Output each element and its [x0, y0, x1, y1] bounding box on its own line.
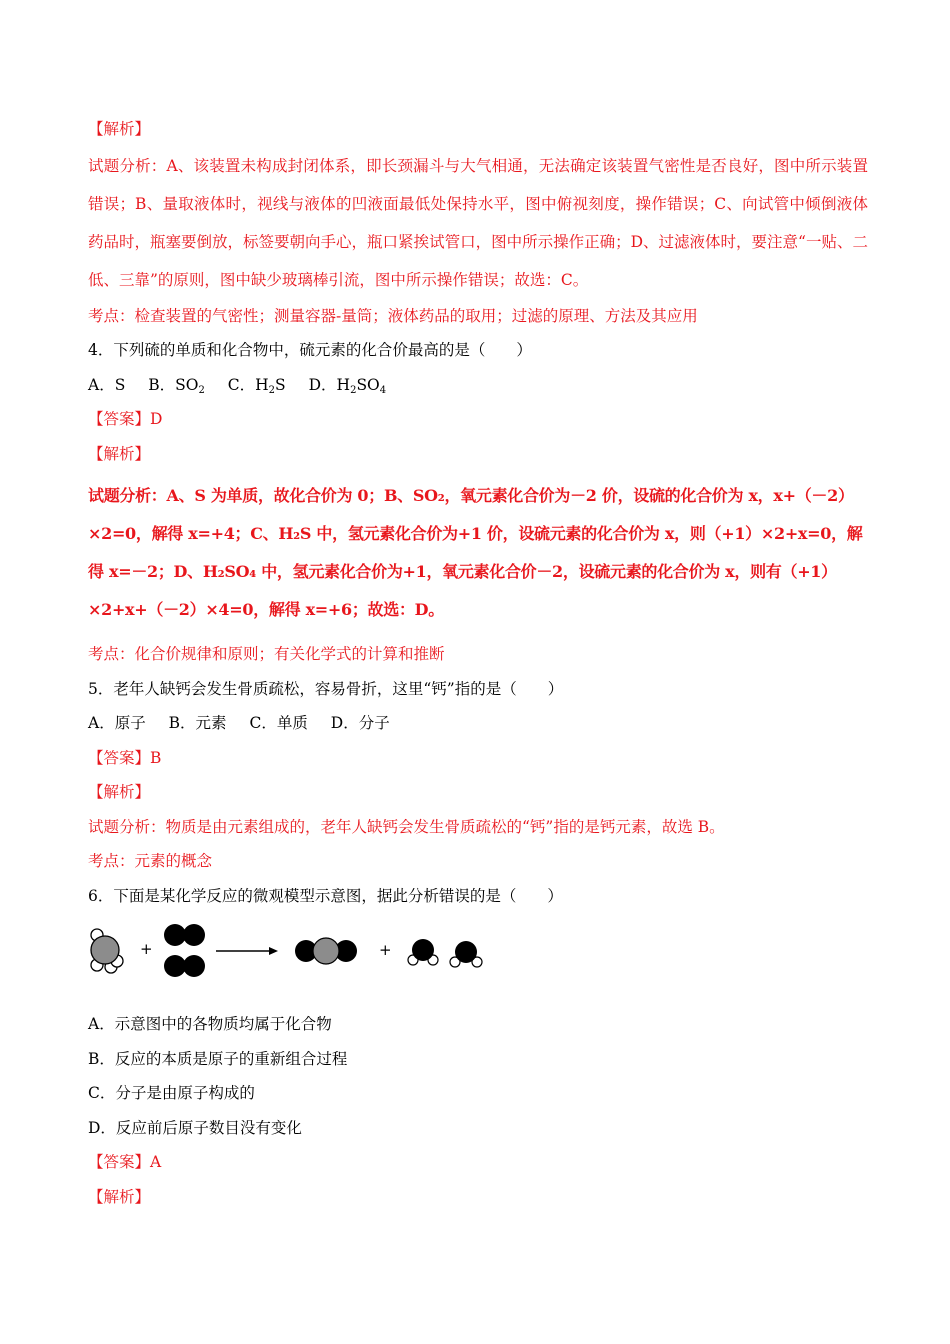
q5-answer: 【答案】B [88, 748, 162, 767]
q4-options [88, 368, 868, 403]
q4-stem: 4．下列硫的单质和化合物中，硫元素的化合价最高的是（ ） [88, 341, 532, 359]
reactant-molecule-1 [91, 929, 123, 973]
q4-point: 考点：化合价规律和原则；有关化学式的计算和推断 [88, 645, 445, 663]
reaction-diagram-svg [88, 917, 508, 997]
q6-stem: 6．下面是某化学反应的微观模型示意图，据此分析错误的是（ ） [88, 886, 563, 905]
q4-analysis-label: 【解析】 [88, 444, 151, 463]
q5-option-c: C．单质 [249, 714, 308, 732]
q3-analysis-label: 【解析】 [88, 120, 151, 138]
q3-point: 考点：检查装置的气密性；测量容器-量筒；液体药品的取用；过滤的原理、方法及其应用 [88, 306, 698, 325]
q4-option-d: D．$H_2SO_4$ [308, 375, 387, 396]
q6-option-c: C．分子是由原子构成的 [88, 1084, 255, 1102]
q5-option-d: D．分子 [330, 714, 390, 732]
q5-analysis-text: 试题分析：物质是由元素组成的，老年人缺钙会发生骨质疏松的“钙”指的是钙元素，故选 B。 [88, 817, 725, 836]
q5-stem: 5．老年人缺钙会发生骨质疏松，容易骨折，这里“钙”指的是（ ） [88, 679, 564, 698]
q5-point: 考点：元素的概念 [88, 852, 213, 870]
document-page [88, 112, 868, 1214]
plus-sign-1: + [140, 940, 153, 958]
q5-option-b: B．元素 [168, 714, 227, 732]
reaction-arrow [216, 947, 278, 955]
reaction-diagram [88, 917, 868, 997]
q5-options [88, 706, 868, 741]
product-molecule-2 [408, 939, 482, 967]
plus-sign-2: + [379, 941, 392, 959]
q6-option-d: D．反应前后原子数目没有变化 [88, 1118, 302, 1137]
q4-analysis-text: 试题分析：A、S 为单质，故化合价为 0；B、SO₂，氧元素化合价为－2 价，设硫的化合价为 x，x+（－2）×2=0，解得 x=+4；C、H₂S 中，氢元素化合价为+1 价，设硫元素的化合价为 x，则（+1）×2+x=0，解得 x=－2；D、H₂SO₄ 中，氢元素化合价为+1，氧元素化合价－2，设硫元素的化合价为 x，则有（+1）×2+x+（－2）×4=0，解得 x=+6；故选：D。 [88, 486, 863, 619]
product-molecule-1 [295, 938, 357, 964]
q6-answer: 【答案】A [88, 1153, 162, 1171]
q4-option-c: C．$H_2S$ [227, 375, 286, 396]
reactant-molecule-2 [164, 924, 205, 977]
q6-analysis-label: 【解析】 [88, 1187, 151, 1206]
q5-analysis-label: 【解析】 [88, 783, 151, 801]
gray-atom [91, 936, 119, 964]
q6-option-a: A．示意图中的各物质均属于化合物 [88, 1015, 332, 1033]
q5-option-a: A．原子 [88, 714, 146, 732]
q4-option-a: A．S [88, 375, 126, 394]
q3-analysis-text: 试题分析：A、该装置未构成封闭体系，即长颈漏斗与大气相通，无法确定该装置气密性是否良好，图中所示装置错误；B、量取液体时，视线与液体的凹液面最低处保持水平，图中俯视刻度，操作错误；C、向试管中倾倒液体药品时，瓶塞要倒放，标签要朝向手心，瓶口紧挨试管口，图中所示操作正确；D、过滤液体时，要注意“一贴、二低、三靠”的原则，图中缺少玻璃棒引流，图中所示操作错误；故选：C。 [88, 156, 868, 289]
q4-option-b: B．$SO_2$ [148, 375, 205, 396]
q4-answer: 【答案】D [88, 410, 163, 428]
q6-option-b: B．反应的本质是原子的重新组合过程 [88, 1049, 348, 1068]
